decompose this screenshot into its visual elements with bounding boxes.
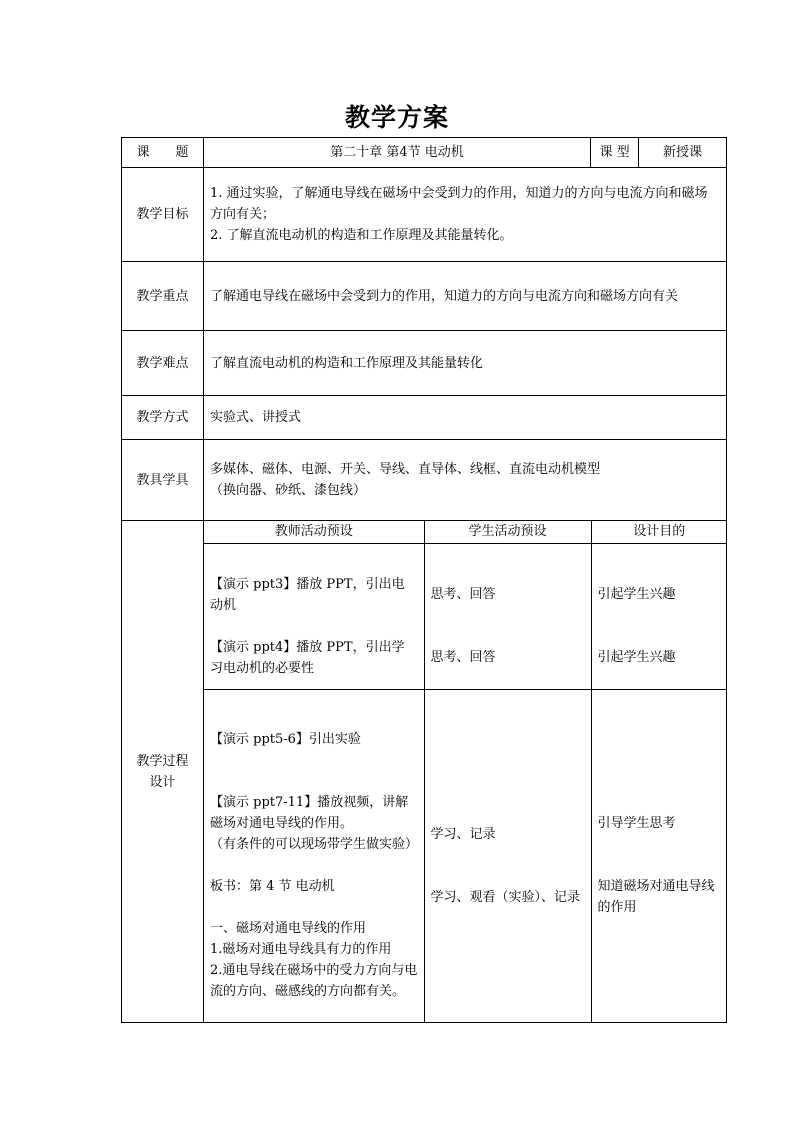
block1-student-1: 思考、回答	[430, 587, 496, 602]
col-teacher-header: 教师活动预设	[204, 521, 424, 543]
process-label	[122, 521, 204, 1023]
block2-purpose-2: 知道磁场对通电导线的作用	[597, 879, 715, 916]
block1-student-2: 思考、回答	[430, 650, 496, 665]
method-content: 实验式、讲授式	[204, 396, 727, 440]
block1-purpose	[591, 543, 727, 689]
tools-line-2: （换向器、砂纸、漆包线）	[210, 483, 367, 498]
block2-student-1: 学习、记录	[430, 826, 496, 842]
block1-purpose-2: 引起学生兴趣	[597, 650, 676, 665]
tools-content	[204, 440, 727, 521]
block2-purpose-1: 引导学生思考	[597, 816, 676, 832]
page-title: 教学方案	[344, 103, 449, 132]
process-row	[122, 521, 727, 1023]
process-label-line-2: 设计	[149, 774, 176, 790]
block2-purpose	[591, 689, 727, 1022]
block1-purpose-1: 引起学生兴趣	[597, 587, 676, 602]
tools-label: 教具学具	[122, 440, 204, 521]
board-point-2: 2.通电导线在磁场中的受力方向与电流的方向、磁感线的方向都有关。	[210, 963, 418, 1000]
difficulty-row	[122, 331, 727, 396]
topic-label: 课 题	[122, 138, 204, 168]
block2-student-2: 学习、观看（实验）、记录	[430, 889, 581, 905]
method-label: 教学方式	[122, 396, 204, 440]
lesson-plan-table	[121, 137, 727, 1023]
process-header-row	[204, 521, 727, 543]
goal-line-1: 1. 通过实验，了解通电导线在磁场中会受到力的作用，知道力的方向与电流方向和磁场方向有关；	[210, 186, 708, 222]
board-point-1: 1.磁场对通电导线具有力的作用	[210, 942, 392, 958]
block2-student	[424, 689, 591, 1022]
col-student-header: 学生活动预设	[424, 521, 591, 543]
type-value: 新授课	[639, 138, 727, 168]
process-label-line-1: 教学过程	[136, 753, 189, 769]
block1-teacher-2: 【演示 ppt4】播放 PPT，引出学习电动机的必要性	[210, 639, 405, 676]
process-block-1	[204, 543, 727, 689]
type-label: 课 型	[591, 138, 639, 168]
col-purpose-header: 设计目的	[591, 521, 727, 543]
process-cell	[204, 521, 727, 1023]
goals-content	[204, 168, 727, 262]
difficulty-label: 教学难点	[122, 331, 204, 396]
board-title: 板书：第 4 节 电动机	[210, 879, 335, 895]
goals-row	[122, 168, 727, 262]
block1-student	[424, 543, 591, 689]
method-row	[122, 396, 727, 440]
block1-teacher-1: 【演示 ppt3】播放 PPT，引出电动机	[210, 576, 405, 613]
key-label: 教学重点	[122, 262, 204, 331]
header-row	[122, 138, 727, 168]
board-heading-1: 一、磁场对通电导线的作用	[210, 921, 367, 937]
tools-line-1: 多媒体、磁体、电源、开关、导线、直导体、线框、直流电动机模型	[210, 462, 601, 477]
process-table	[204, 521, 727, 1022]
block2-teacher	[204, 689, 424, 1022]
key-row	[122, 262, 727, 331]
block2-teacher-1: 【演示 ppt5-6】引出实验	[210, 732, 361, 748]
goal-line-2: 2. 了解直流电动机的构造和工作原理及其能量转化。	[210, 228, 513, 243]
topic-value: 第二十章 第4节 电动机	[204, 138, 591, 168]
tools-row	[122, 440, 727, 521]
block1-teacher	[204, 543, 424, 689]
process-block-2	[204, 689, 727, 1022]
difficulty-content: 了解直流电动机的构造和工作原理及其能量转化	[204, 331, 727, 396]
goals-label: 教学目标	[122, 168, 204, 262]
block2-teacher-3: （有条件的可以现场带学生做实验）	[210, 837, 419, 853]
key-content: 了解通电导线在磁场中会受到力的作用，知道力的方向与电流方向和磁场方向有关	[204, 262, 727, 331]
block2-teacher-2: 【演示 ppt7-11】播放视频，讲解磁场对通电导线的作用。	[210, 795, 409, 832]
